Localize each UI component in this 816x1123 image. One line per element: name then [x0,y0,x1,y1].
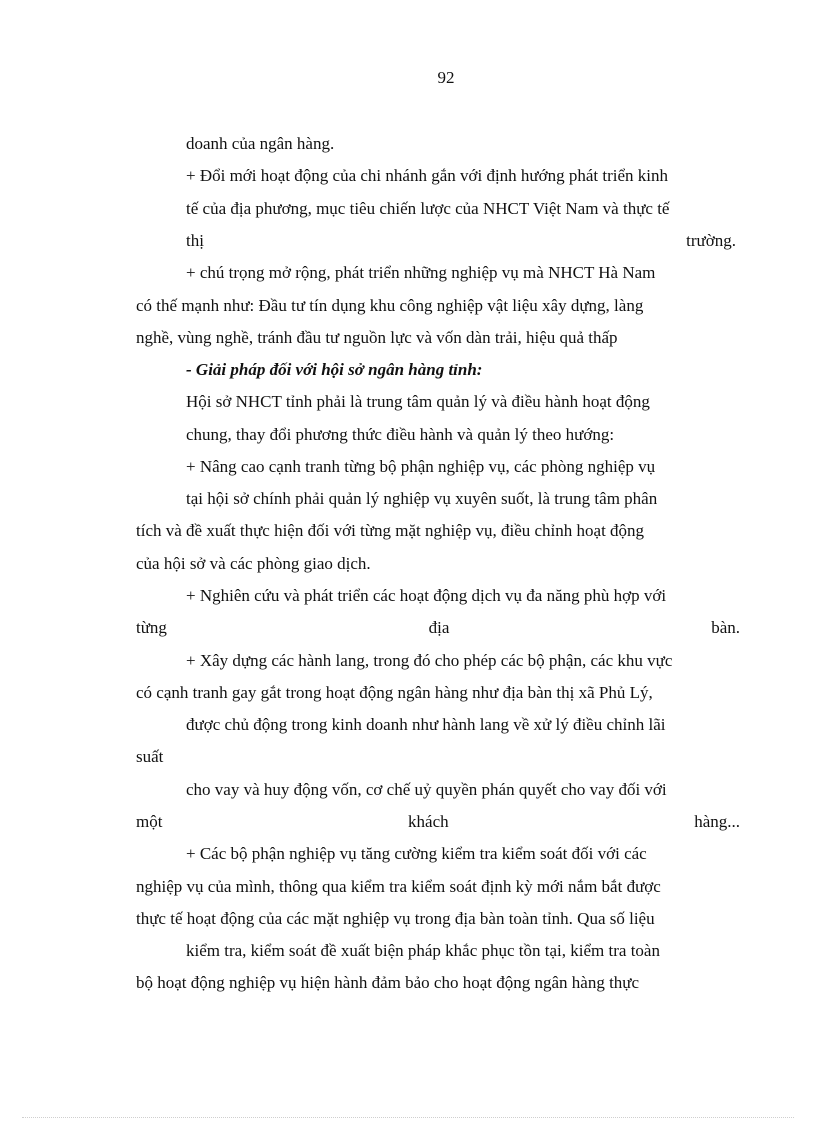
text-line: suất [136,747,164,766]
text-line: + Các bộ phận nghiệp vụ tăng cường kiểm tra kiểm soát đối với các [186,844,647,863]
word: một [136,812,163,831]
page-number: 92 [437,68,455,87]
text-line: tại hội sở chính phải quản lý nghiệp vụ xuyên suốt, là trung tâm phân [186,489,658,508]
word: trường. [686,231,736,250]
text-line: được chủ động trong kinh doanh như hành lang về xử lý điều chỉnh lãi [186,715,666,734]
page-footer-rule [22,1117,794,1118]
word: khách [408,812,449,831]
text-line: bộ hoạt động nghiệp vụ hiện hành đảm bảo cho hoạt động ngân hàng thực [136,973,640,992]
text-line: kiểm tra, kiểm soát đề xuất biện pháp khắc phục tồn tại, kiểm tra toàn [186,941,660,960]
text-line: + Xây dựng các hành lang, trong đó cho phép các bộ phận, các khu vực [186,651,673,670]
text-line: nghiệp vụ của mình, thông qua kiểm tra kiểm soát định kỳ mới nắm bắt được [136,877,661,896]
text-line: + Nghiên cứu và phát triển các hoạt động dịch vụ đa năng phù hợp với [186,586,667,605]
text-line: + chú trọng mở rộng, phát triển những nghiệp vụ mà NHCT Hà Nam [186,263,656,282]
text-line: có cạnh tranh gay gắt trong hoạt động ngân hàng như địa bàn thị xã Phủ Lý, [136,683,653,702]
text-line: cho vay và huy động vốn, cơ chế uỷ quyền phán quyết cho vay đối với [186,780,667,799]
word: hàng... [694,812,740,831]
text-line: thực tế hoạt động của các mặt nghiệp vụ trong địa bàn toàn tỉnh. Qua số liệu [136,909,655,928]
text-line: + Đổi mới hoạt động của chi nhánh gắn với định hướng phát triển kinh [186,166,669,185]
justified-line [136,812,740,832]
text-line: + Nâng cao cạnh tranh từng bộ phận nghiệp vụ, các phòng nghiệp vụ [186,457,656,476]
text-line: nghề, vùng nghề, tránh đầu tư nguồn lực và vốn dàn trải, hiệu quả thấp [136,328,618,347]
word: từng [136,618,167,637]
text-line: tế của địa phương, mục tiêu chiến lược của NHCT Việt Nam và thực tế [186,199,670,218]
justified-line [136,618,740,638]
word: bàn. [711,618,740,637]
text-line: của hội sở và các phòng giao dịch. [136,554,371,573]
text-line: chung, thay đổi phương thức điều hành và quản lý theo hướng: [186,425,615,444]
text-line: tích và đề xuất thực hiện đối với từng mặt nghiệp vụ, điều chỉnh hoạt động [136,521,645,540]
text-line: doanh của ngân hàng. [186,134,335,153]
justified-line [186,231,736,251]
text-line: Hội sở NHCT tỉnh phải là trung tâm quản lý và điều hành hoạt động [186,392,650,411]
text-line: có thế mạnh như: Đầu tư tín dụng khu công nghiệp vật liệu xây dựng, làng [136,296,644,315]
section-heading: - Giải pháp đối với hội sở ngân hàng tỉnh: [186,360,483,379]
word: địa [428,618,450,637]
word: thị [186,231,204,250]
